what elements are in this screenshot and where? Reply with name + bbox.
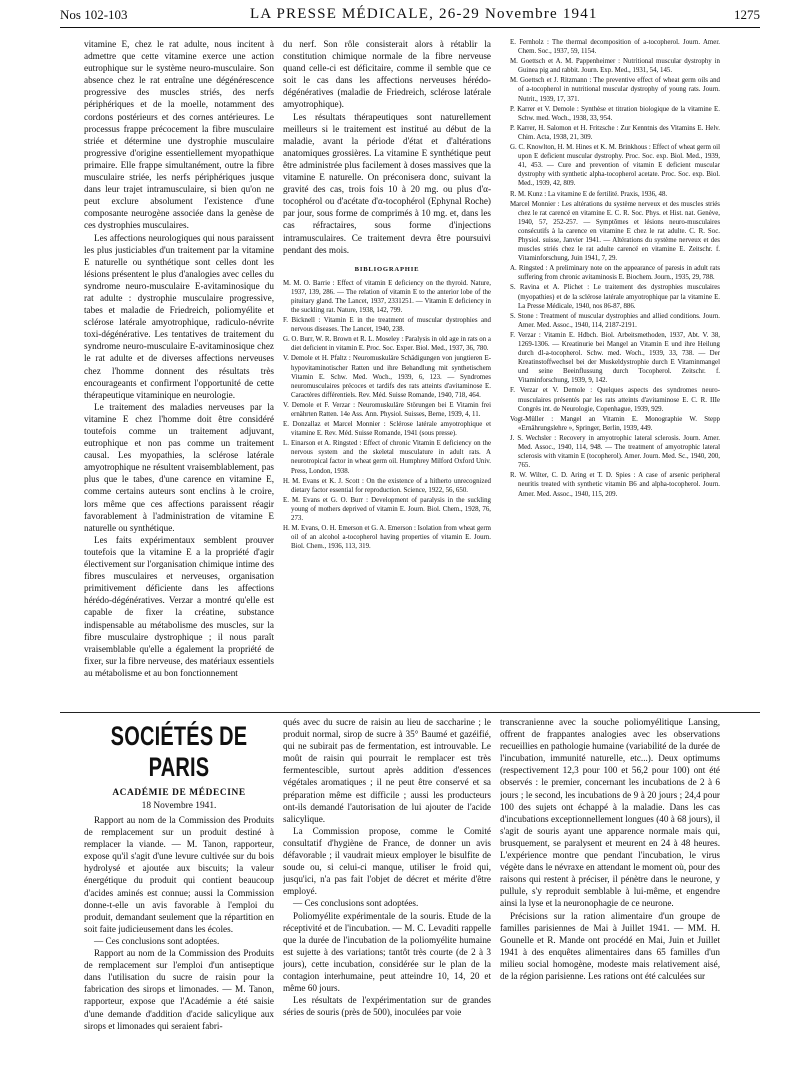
paragraph: Précisions sur la ration alimentaire d'un groupe de familles parisiennes de Mai à Juillet 1941. — MM. H. Gounelle et R. Mande ont procédé en Mai, Juin et Juillet 1941 à des enquêtes alimentaires dans 65 familles d'un milieu social homogène, modeste mais relativement aisé, de la région parisienne. Les rations ont été calculées sur [500, 910, 720, 981]
article-column-2 [283, 38, 491, 678]
paragraph: Rapport au nom de la Commission des Produits de remplacement sur un produit destiné à remplacer la viande. — M. Tanon, rapporteur, expose qu'il s'agit d'une levure cultivée sur du bois hydrolysé et ajoutée aux biscuits; la valeur énergétique du produit qui contient beaucoup d'acides aminés est connue; aussi la Commission donne-t-elle un avis favorable à l'emploi du produit, demandant seulement que la répartition en soit faite judicieusement dans les écoles. [84, 815, 274, 934]
reference-item: R. W. Wilter, C. D. Aring et T. D. Spies : A case of arsenic peripheral neuritis treated with synthetic vitamin B6 and alpha-tocopherol. Journ. Amer. Med. Assoc., 1940, 115, 209. [510, 472, 720, 498]
reference-item: H. M. Evans, O. H. Emerson et G. A. Emerson : Isolation from wheat germ oil of an alcohol a-tocopherol having properties of vitamin E. Journ. Biol. Chem., 1936, 113, 319. [283, 525, 491, 551]
section-divider [60, 712, 760, 713]
paragraph: Les résultats de l'expérimentation sur de grandes séries de souris (près de 500), inoculées par voie [283, 995, 491, 1018]
reference-item: F. Verzar : Vitamin E. Hdbch. Biol. Arbeitsmethoden, 1937, Abt. V. 38, 1269-1306. — Kreatinurie bei Mangel an Vitamin E und ihre Heilung durch dl-a-tocopherol. Schw. med. Woch., 1939, 33, 738. — Der Kreatinstoffwechsel bei der Muskeldystrophie durch E Vitaminmangel und seine Beeinflussung durch Tocopherol. Zeitschr. f. Vitaminforschung, 1939, 9, 142. [510, 331, 720, 385]
paragraph: — Ces conclusions sont adoptées. [293, 898, 419, 909]
paragraph: Rapport au nom de la Commission des Produits de remplacement sur l'emploi d'un antiseptique dans l'utilisation du sucre de raisin pour la fabrication des sirops et limonades. — M. Tanon, rapporteur, expose que l'Académie a été saisie d'une demande d'addition d'acide salicylique aux sirops et limonades qui seraient fabri- [84, 948, 274, 1031]
article-column-3 [510, 38, 720, 708]
reference-item: Vogt-Müller : Mangel an Vitamin E. Monographie W. Stepp «Ernährungslehre », Springer, Berlin, 1939, 449. [510, 415, 720, 432]
reference-item: M. M. O. Barrie : Effect of vitamin E deficiency on the thyroid. Nature, 1937, 139, 286. — The relation of vitamin E to the anterior lobe of the pituitary gland. The Lancet, 1937, 2331251. — Vitamin E deficiency in the suckling rat. Nature, 1938, 142, 799. [283, 279, 491, 314]
paragraph: La Commission propose, comme le Comité consultatif d'hygiène de France, de donner un avis défavorable ; il vaudrait mieux employer le bisulfite de soude ou, si celui-ci manque, utiliser le froid qui, jusqu'ici, n'a pas fait l'objet de décret et mérite d'être employé. [283, 825, 491, 897]
academy-heading: ACADÉMIE DE MÉDECINE [112, 788, 246, 798]
paragraph: du nerf. Son rôle consisterait alors à rétablir la constitution chimique normale de la fibre nerveuse quand celle-ci est déficitaire, comme il semble que ce soit le cas dans les affections nerveuses hérédo-dégénératives (maladie de Friedreich, sclérose latérale amyotrophique). [283, 39, 491, 110]
article-column-1 [84, 38, 274, 678]
section-title: SOCIÉTÉS DE PARIS [110, 721, 248, 783]
issue-number: Nos 102-103 [60, 7, 128, 22]
paragraph: Les affections neurologiques qui nous paraissent les plus justiciables d'un traitement par la vitamine E naturelle ou synthétique sont celles dont les lésions présentent le plus d'analogies avec celles du syndrome neuro-musculaire E-avitaminosique du rat adulte : dystrophie musculaire progressive, tabes et maladie de Friedreich, poliomyélite et sclérose latérale amyotrophique, radiculo-névrite toxi-dégénérative. Les tentatives de traitement du syndrome neuro-musculaire E-avitaminosique chez le rat adulte et de diverses affections nerveuses chez l'homme donnent des résultats très encourageants et confirment l'opportunité de cette thérapeutique vitaminique en neurologie. [84, 232, 274, 400]
reference-item: V. Demole et F. Verzar : Neuromuskuläre Störungen bei E Vitamin frei ernährten Ratten. 14e Ass. Ann. Physiol. Suisses, Berne, 1939, 4, 11. [283, 401, 491, 418]
societies-column-1 [84, 716, 274, 1082]
reference-item: Marcel Monnier : Les altérations du système nerveux et des muscles striés chez le rat carencé en vitamine E. C. R. Soc. Phys. et Hist. nat. Genève, 1940, 57, 252-257. — Symptômes et lésions neuro-musculaires consécutifs à la carence en vitamine E chez le rat adulte. C. R. Soc. Physiol. suisse, Janvier 1941. — Altérations du système nerveux et des muscles striés chez le rat adulte carencé en vitamine E. Zeitschr. f. Vitaminforschung, Juin 1941, 7, 29. [510, 200, 720, 263]
reference-item: M. Goettsch et A. M. Pappenheimer : Nutritional muscular dystrophy in Guinea pig and rabbit. Journ. Exp. Med., 1931, 54, 145. [510, 58, 720, 75]
reference-item: F. Bicknell : Vitamin E in the treatment of muscular dystrophies and nervous diseases. The Lancet, 1940, 238. [283, 317, 491, 334]
paragraph: Les faits expérimentaux semblent prouver toutefois que la vitamine E a la propriété d'agir électivement sur l'organisation chimique intime des fibres musculaires et nerveuses, organisation primitivement déficiente dans les affections hérédo-dégénératives. Verzar a montré qu'elle est capable de fixer la créatine, substance indispensable au métabolisme des muscles, sur la fibre musculaire dystrophique ; il nous paraît vraisemblable qu'elle a également la propriété de fixer, sur la fibre nerveuse, des matériaux essentiels au métabolisme et au bon fonctionnement [84, 534, 274, 678]
bibliography-heading: BIBLIOGRAPHIE [354, 265, 420, 273]
journal-title: LA PRESSE MÉDICALE, 26-29 Novembre 1941 [250, 6, 598, 22]
reference-item: G. O. Burr, W. R. Brown et R. L. Moseley : Paralysis in old age in rats on a diet deficient in vitamin E. Proc. Soc. Exper. Biol. Med., 1937, 36, 780. [283, 336, 491, 353]
reference-item: A. Ringsted : A preliminary note on the appearance of paresis in adult rats suffering from chronic avitaminosis E. Biochem. Journ., 1935, 29, 788. [510, 265, 720, 282]
reference-item: P. Karrer, H. Salomon et H. Fritzsche : Zur Kenntnis des Vitamins E. Helv. Chim. Acta, 1938, 21, 309. [510, 124, 720, 141]
reference-item: P. Karrer et V. Demole : Synthèse et titration biologique de la vitamine E. Schw. med. Woch., 1938, 33, 954. [510, 105, 720, 122]
paragraph: Le traitement des maladies nerveuses par la vitamine E chez l'homme doit être considéré toutefois comme un traitement adjuvant, eutrophique et non pas comme un traitement causal. Les myopathies, la sclérose latérale amyotrophique ne résultent vraisemblablement, pas plus que le tabes, d'une carence en vitamine E, comme certains auteurs sont enclins à le croire, lors même que ces affections paraissent réagir favorablement à l'administration de vitamine E naturelle ou synthétique. [84, 401, 274, 533]
reference-item: M. Goettsch et J. Ritzmann : The preventive effect of wheat germ oils and of a-tocopherol in nutritional muscular dystrophy of young rats. Journ. Nutrit., 1939, 17, 371. [510, 77, 720, 103]
reference-item: L. Einarson et A. Ringsted : Effect of chronic Vitamin E deficiency on the nervous system and the skeletal musculature in adult rats. A neurotropical factor in wheat germ oil. Humphrey Milford Oxford Univ. Press, London, 1938. [283, 440, 491, 475]
societies-column-2 [283, 716, 491, 1082]
reference-item: S. Stone : Treatment of muscular dystrophies and allied conditions. Journ. Amer. Med. Assoc., 1940, 114, 2187-2191. [510, 312, 720, 329]
reference-item: E. M. Evans et G. O. Burr : Development of paralysis in the suckling young of mothers deprived of vitamin E. Journ. Biol. Chem., 1928, 76, 273. [283, 496, 491, 523]
societies-column-3 [500, 716, 720, 1082]
paragraph: vitamine E, chez le rat adulte, nous incitent à admettre que cette vitamine exerce une action eutrophique sur le système neuro-musculaire. Son absence chez le rat entraîne une dégénérescence progressive des muscles striés, des nerfs périphériques et de la moelle, notamment des cordons postérieurs et des cornes antérieures. Le processus frappe précocement la fibre musculaire striée et détermine une dystrophie musculaire progressive d'origine essentiellement myopathique primaire. Elle frappe simultanément, outre la fibre musculaire striée, les nerfs périphériques jusque dans leur trajet intramusculaire, si bien qu'on ne peut exclure absolument l'existence d'une composante neurogène associée dans la genèse de ces dystrophies musculaires. [84, 39, 274, 231]
reference-item: F. Verzar et V. Demole : Quelques aspects des syndromes neuro-musculaires présentés par les rats atteints d'avitaminose E. C. R. IIIe Congrès int. de Neurologie, Copenhague, 1939, 929. [510, 387, 720, 413]
paragraph: qués avec du sucre de raisin au lieu de saccharine ; le produit normal, sirop de sucre à 35° Baumé et gazéifié, qui ne subirait pas de fermentation, est introuvable. Le moût de raisin qui pourrait le remplacer est très fermentescible, surtout après addition d'essences végétales aromatiques ; il ne peut être conservé et sa préparation même est difficile ; aussi les producteurs ont-ils demandé l'autorisation de lui ajouter de l'acide salicylique. [283, 717, 491, 824]
reference-item: G. C. Knowlton, H. M. Hines et K. M. Brinkhous : Effect of wheat germ oil upon E deficient muscular dystrophy. Proc. Soc. exp. Biol. Med., 1939, 41, 453. — Cure and prevention of vitamin E deficient muscular dystrophy with synthetic alpha-tocopherol acetate. Proc. Soc. exp. Biol. Med., 1939, 42, 809. [510, 144, 720, 188]
paragraph: — Ces conclusions sont adoptées. [94, 935, 220, 946]
paragraph: transcranienne avec la souche poliomyélitique Lansing, offrent de frappantes analogies avec les observations recueillies en pathologie humaine (variabilité de la durée de l'incubation, immunité naturelle, etc...). Deux optimums (respectivement 12,3 pour 100 et 56,2 pour 100) ont été observés : le premier, concernant les incubations de 2 à 6 jours ; le second, les incubations de 9 à 20 jours ; 24,4 pour 100 des sujets ont échappé à la maladie. Dans les cas d'incubations exceptionnellement longues (40 à 68 jours), il s'agit de souris ayant une apparence normale mais qui, brusquement, se paralysent et meurent en 24 à 48 heures. L'expérience montre que pendant l'incubation, le virus végète dans le névraxe en attendant le moment où, pour des raisons qui restent à préciser, il pénètre dans le neurone, y pullule, s'y reproduit semblable à lui-même, et engendre ainsi la lyse et la neuronophagie de ce neurone. [500, 717, 720, 909]
page-number: 1275 [734, 7, 760, 22]
reference-item: E. Donzallaz et Marcel Monnier : Sclérose latérale amyotrophique et vitamine E. Rev. Méd. Suisse Romande, 1941 (sous presse). [283, 421, 491, 438]
reference-item: S. Ravina et A. Plichet : Le traitement des dystrophies musculaires (myopathies) et de la sclérose latérale amyotrophique par la vitamine E. La Presse Médicale, 1940, nos 86-87, 886. [510, 284, 720, 310]
page-header [60, 6, 760, 28]
paragraph: Les résultats thérapeutiques sont naturellement meilleurs si le traitement est institué au début de la maladie, avant la période d'état et d'altérations anatomiques grossières. La vitamine E synthétique peut être administrée plus facilement à doses massives que la vitamine E naturelle. On préconisera donc, suivant la gravité des cas, trois fois 10 à 20 mg. ou plus d'α-tocophérol ou d'acétate d'α-tocophérol (Ephynal Roche) par jour, sous forme de comprimés à 10 mg. et, dans les cas réfractaires, sous forme d'injections intramusculaires. Ce traitement devra être poursuivi pendant des mois. [283, 111, 491, 255]
reference-item: E. Fernholz : The thermal decomposition of a-tocopherol. Journ. Amer. Chem. Soc., 1937, 59, 1154. [510, 39, 720, 56]
reference-item: H. M. Evans et K. J. Scott : On the existence of a hitherto unrecognized dietary factor essential for reproduction. Science, 1922, 56, 650. [283, 477, 491, 494]
paragraph: Poliomyélite expérimentale de la souris. Etude de la réceptivité et de l'incubation. — M. C. Levaditi rappelle que la durée de l'incubation de la poliomyélite humaine est sujette à des variations; tantôt très courte (de 2 à 3 jours), cette incubation, considérée sur le plan de la contagion interhumaine, peut atteindre 10, 14, 20 et même 60 jours. [283, 910, 491, 994]
reference-item: J. S. Wechsler : Recovery in amyotrophic lateral sclerosis. Journ. Amer. Med. Assoc., 1940, 114, 948. — The treatment of amyotrophic lateral sclerosis with vitamin E (tocopherol). Amer. Journ. Med. Sc., 1940, 200, 765. [510, 434, 720, 470]
reference-item: V. Demole et H. Pfaltz : Neuromuskuläre Schädigungen von jungtieren E-hypovitaminotischer Ratten und ihre Behandlung mit synthetischem Vitamin E. Schw. Med. Woch., 1939, 6, 123. — Syndromes neuromusculaires précoces et tardifs des rats atteints d'avitaminose E. Caractères différentiels. Rev. Méd. Suisse Romande, 1940, 718, 464. [283, 355, 491, 399]
reference-item: R. M. Kunz : La vitamine E de fertilité. Praxis, 1936, 48. [510, 190, 668, 198]
session-date: 18 Novembre 1941. [141, 801, 217, 811]
